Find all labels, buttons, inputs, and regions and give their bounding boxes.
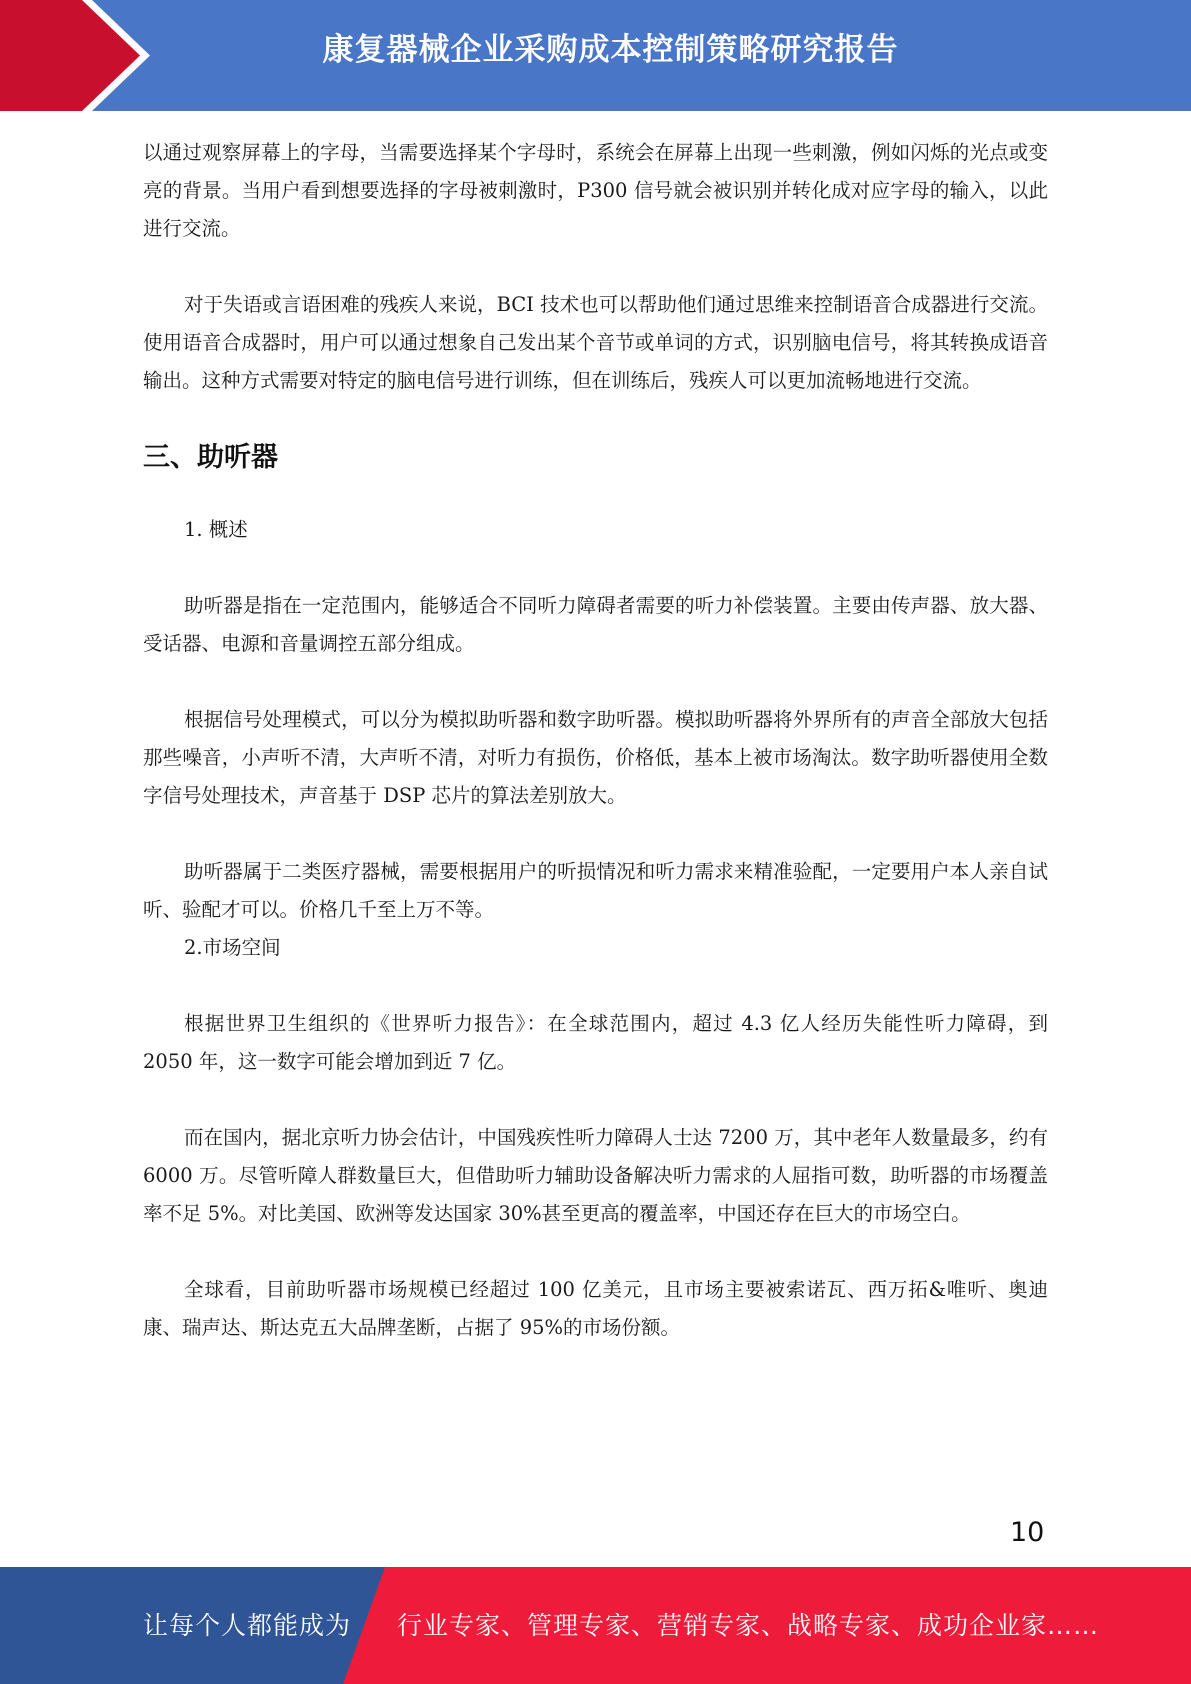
page-number: 10: [1010, 1517, 1045, 1548]
page-header: [0, 0, 1191, 111]
report-title: 康复器械企业采购成本控制策略研究报告: [322, 32, 899, 68]
section-heading: 三、助听器: [143, 442, 278, 473]
document-body: [143, 134, 1048, 1347]
subsection-heading: 2.市场空间: [184, 936, 281, 959]
footer-slogan-left: 让每个人都能成为: [143, 1611, 352, 1640]
page-footer: [0, 1567, 1191, 1684]
paragraph: 助听器是指在一定范围内，能够适合不同听力障碍者需要的听力补偿装置。主要由传声器、放大器、受话器、电源和音量调控五部分组成。: [143, 594, 1048, 655]
paragraph: 以通过观察屏幕上的字母，当需要选择某个字母时，系统会在屏幕上出现一些刺激，例如闪烁的光点或变亮的背景。当用户看到想要选择的字母被刺激时，P300 信号就会被识别并转化成对应字母的输入，以此进行交流。: [143, 141, 1048, 240]
paragraph: 根据世界卫生组织的《世界听力报告》：在全球范围内，超过 4.3 亿人经历失能性听力障碍，到 2050 年，这一数字可能会增加到近 7 亿。: [143, 1012, 1048, 1073]
paragraph: 而在国内，据北京听力协会估计，中国残疾性听力障碍人士达 7200 万，其中老年人数量最多，约有 6000 万。尽管听障人群数量巨大，但借助听力辅助设备解决听力需求的人屈指可数，助听器的市场覆盖率不足 5%。对比美国、欧洲等发达国家 30%甚至更高的覆盖率，中国还存在巨大的市场空白。: [143, 1126, 1048, 1225]
paragraph: 全球看，目前助听器市场规模已经超过 100 亿美元，且市场主要被索诺瓦、西万拓&唯听、奥迪康、瑞声达、斯达克五大品牌垄断，占据了 95%的市场份额。: [143, 1278, 1048, 1339]
paragraph: 对于失语或言语困难的残疾人来说，BCI 技术也可以帮助他们通过思维来控制语音合成器进行交流。使用语音合成器时，用户可以通过想象自己发出某个音节或单词的方式，识别脑电信号，将其转换成语音输出。这种方式需要对特定的脑电信号进行训练，但在训练后，残疾人可以更加流畅地进行交流。: [143, 293, 1048, 392]
subsection-heading: 1. 概述: [184, 518, 248, 541]
paragraph: 助听器属于二类医疗器械，需要根据用户的听损情况和听力需求来精准验配，一定要用户本人亲自试听、验配才可以。价格几千至上万不等。: [143, 860, 1048, 921]
paragraph: 根据信号处理模式，可以分为模拟助听器和数字助听器。模拟助听器将外界所有的声音全部放大包括那些噪音，小声听不清，大声听不清，对听力有损伤，价格低，基本上被市场淘汰。数字助听器使用全数字信号处理技术，声音基于 DSP 芯片的算法差别放大。: [143, 708, 1048, 807]
footer-slogan-right: 行业专家、管理专家、营销专家、战略专家、成功企业家……: [397, 1611, 1100, 1640]
header-red-arrow-decoration: [0, 0, 150, 111]
